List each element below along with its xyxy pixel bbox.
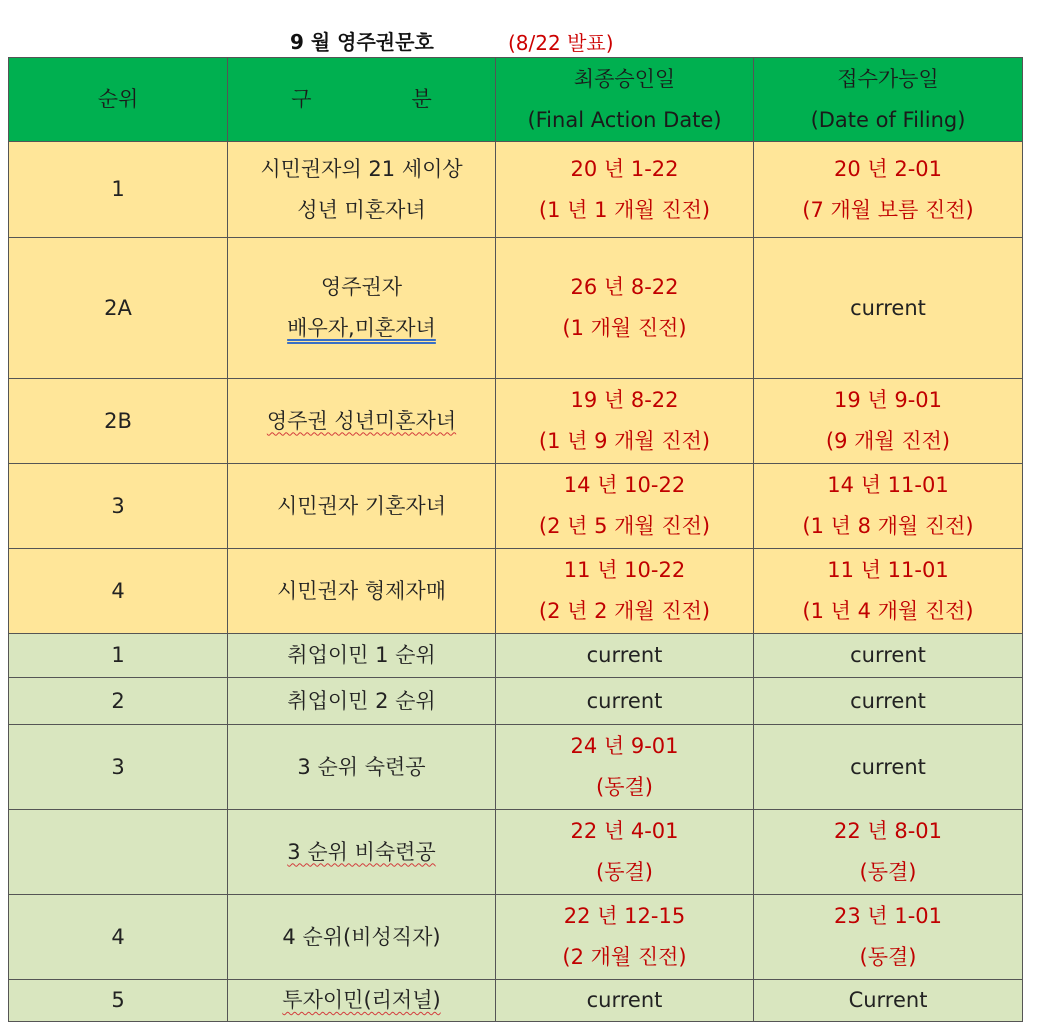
table-row xyxy=(9,980,1023,1022)
filing-cell: 11 년 11-01 (1 년 4 개월 진전) xyxy=(754,549,1023,634)
filing-cell: Current xyxy=(754,980,1023,1022)
category-cell: 영주권 성년미혼자녀 xyxy=(228,379,496,464)
rank-cell: 2A xyxy=(9,238,228,379)
final-action-cell: current xyxy=(496,634,754,678)
rank-cell: 1 xyxy=(9,634,228,678)
header-category: 구 분 xyxy=(228,58,496,142)
rank-cell xyxy=(9,810,228,895)
header-rank: 순위 xyxy=(9,58,228,142)
page-title: 9 월 영주권문호 xyxy=(290,30,434,54)
category-cell: 시민권자의 21 세이상 성년 미혼자녀 xyxy=(228,142,496,238)
rank-cell: 3 xyxy=(9,725,228,810)
final-action-cell: 19 년 8-22 (1 년 9 개월 진전) xyxy=(496,379,754,464)
rank-cell: 1 xyxy=(9,142,228,238)
category-cell: 시민권자 형제자매 xyxy=(228,549,496,634)
table-row xyxy=(9,464,1023,549)
header-filing: 접수가능일 (Date of Filing) xyxy=(754,58,1023,142)
table-row xyxy=(9,634,1023,678)
table-row xyxy=(9,142,1023,238)
category-cell: 4 순위(비성직자) xyxy=(228,895,496,980)
final-action-cell: current xyxy=(496,980,754,1022)
rank-cell: 2 xyxy=(9,678,228,725)
rank-cell: 4 xyxy=(9,549,228,634)
table-row xyxy=(9,810,1023,895)
header-final-action: 최종승인일 (Final Action Date) xyxy=(496,58,754,142)
filing-cell: 19 년 9-01 (9 개월 진전) xyxy=(754,379,1023,464)
category-cell: 영주권자 배우자,미혼자녀 xyxy=(228,238,496,379)
category-cell: 투자이민(리저널) xyxy=(228,980,496,1022)
table-row xyxy=(9,549,1023,634)
table-row xyxy=(9,379,1023,464)
rank-cell: 3 xyxy=(9,464,228,549)
table-header-row xyxy=(9,58,1023,142)
filing-cell: 22 년 8-01 (동결) xyxy=(754,810,1023,895)
category-cell: 취업이민 1 순위 xyxy=(228,634,496,678)
final-action-cell: 20 년 1-22 (1 년 1 개월 진전) xyxy=(496,142,754,238)
visa-bulletin-table xyxy=(8,57,1023,1022)
category-cell: 취업이민 2 순위 xyxy=(228,678,496,725)
filing-cell: current xyxy=(754,725,1023,810)
final-action-cell: 22 년 12-15 (2 개월 진전) xyxy=(496,895,754,980)
final-action-cell: 11 년 10-22 (2 년 2 개월 진전) xyxy=(496,549,754,634)
table-row xyxy=(9,678,1023,725)
rank-cell: 4 xyxy=(9,895,228,980)
category-cell: 시민권자 기혼자녀 xyxy=(228,464,496,549)
filing-cell: current xyxy=(754,238,1023,379)
category-cell: 3 순위 비숙련공 xyxy=(228,810,496,895)
category-cell: 3 순위 숙련공 xyxy=(228,725,496,810)
filing-cell: current xyxy=(754,678,1023,725)
final-action-cell: 24 년 9-01 (동결) xyxy=(496,725,754,810)
bulletin-title xyxy=(0,22,1058,56)
filing-cell: 14 년 11-01 (1 년 8 개월 진전) xyxy=(754,464,1023,549)
final-action-cell: 22 년 4-01 (동결) xyxy=(496,810,754,895)
rank-cell: 2B xyxy=(9,379,228,464)
filing-cell: 23 년 1-01 (동결) xyxy=(754,895,1023,980)
final-action-cell: 14 년 10-22 (2 년 5 개월 진전) xyxy=(496,464,754,549)
table-row xyxy=(9,895,1023,980)
announcement-date: (8/22 발표) xyxy=(508,31,614,55)
table-row xyxy=(9,725,1023,810)
final-action-cell: 26 년 8-22 (1 개월 진전) xyxy=(496,238,754,379)
filing-cell: current xyxy=(754,634,1023,678)
table-row xyxy=(9,238,1023,379)
filing-cell: 20 년 2-01 (7 개월 보름 진전) xyxy=(754,142,1023,238)
rank-cell: 5 xyxy=(9,980,228,1022)
final-action-cell: current xyxy=(496,678,754,725)
